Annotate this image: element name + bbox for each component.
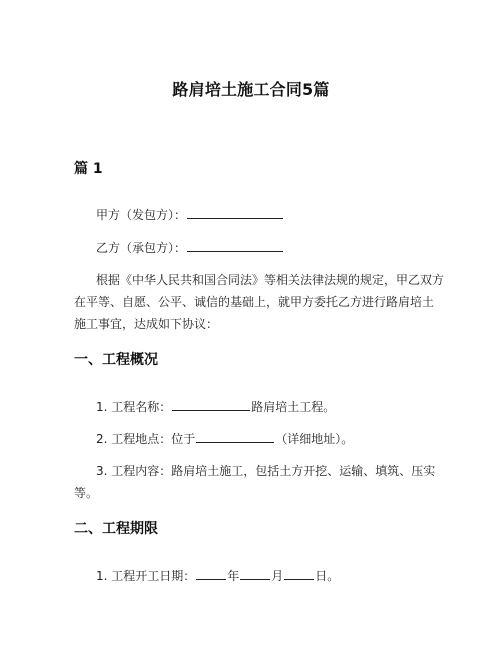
party-b-line xyxy=(96,238,284,259)
project-name-blank xyxy=(172,398,250,411)
preamble-line-3: 施工事宜，达成如下协议： xyxy=(74,317,219,331)
heading-project-period: 二、工程期限 xyxy=(74,521,158,537)
item-project-location-prefix: 2. 工程地点：位于 xyxy=(96,432,196,446)
party-a-line xyxy=(96,205,284,226)
preamble-line-1: 根据《中华人民共和国合同法》等相关法律法规的规定，甲乙双方 xyxy=(96,273,445,287)
item-project-location-suffix: （详细地址）。 xyxy=(275,432,354,446)
item-project-name-suffix: 路肩培土工程。 xyxy=(251,400,336,414)
party-b-label: 乙方（承包方）： xyxy=(96,241,187,255)
item-start-date-prefix: 1. 工程开工日期： xyxy=(96,569,196,583)
item-project-content-line-1: 3. 工程内容：路肩培土施工，包括土方开挖、运输、填筑、压实 xyxy=(96,464,436,478)
start-month-blank xyxy=(240,567,270,580)
item-project-name-prefix: 1. 工程名称： xyxy=(96,400,172,414)
party-b-blank xyxy=(187,239,283,252)
item-project-location xyxy=(96,429,353,450)
project-location-blank xyxy=(196,430,274,443)
start-year-label: 年 xyxy=(227,569,240,583)
start-month-label: 月 xyxy=(271,569,284,583)
start-year-blank xyxy=(196,567,226,580)
party-a-label: 甲方（发包方）： xyxy=(96,208,187,222)
start-day-label: 日。 xyxy=(315,569,340,583)
heading-project-overview: 一、工程概况 xyxy=(74,352,158,368)
item-project-content-line-2: 等。 xyxy=(74,486,99,500)
start-day-blank xyxy=(284,567,314,580)
item-project-name xyxy=(96,397,335,418)
preamble-line-2: 在平等、自愿、公平、诚信的基础上，就甲方委托乙方进行路肩培土 xyxy=(74,295,435,309)
section-heading: 篇 1 xyxy=(74,161,103,177)
item-start-date xyxy=(96,566,339,587)
document-title: 路肩培土施工合同5篇 xyxy=(172,80,330,99)
party-a-blank xyxy=(187,206,283,219)
